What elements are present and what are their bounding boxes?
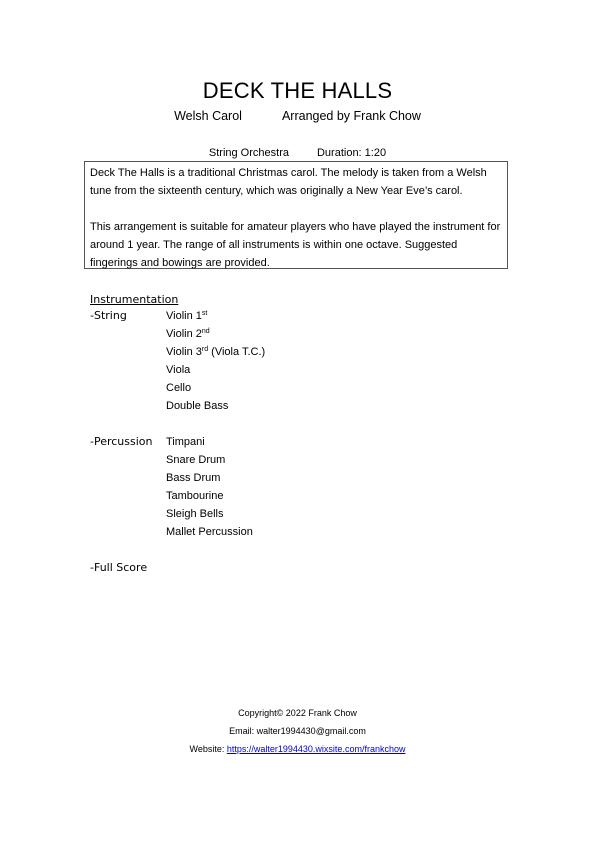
instrument-item: Timpani [166, 436, 205, 448]
email-text: Email: walter1994430@gmail.com [229, 726, 366, 736]
website-line [0, 740, 595, 758]
instrument-item: Violin 2nd [166, 328, 210, 340]
description-box [84, 161, 508, 269]
description-paragraph-2: This arrangement is suitable for amateur players who have played the instrument for around 1 year. The range of all instruments is within one octave. Suggested fingerings and bowings are provided. [90, 221, 501, 269]
instrument-item: Violin 3rd (Viola T.C.) [166, 346, 266, 358]
footer [0, 704, 595, 758]
instrument-item: Mallet Percussion [166, 526, 253, 538]
instrument-item: Tambourine [166, 490, 224, 502]
string-label: -String [90, 309, 127, 322]
instrument-item: Cello [166, 382, 192, 394]
info-row [0, 147, 595, 159]
copyright-text: Copyright© 2022 Frank Chow [238, 708, 357, 718]
subtitle-row [0, 109, 595, 123]
origin-text: Welsh Carol [174, 109, 242, 123]
full-score-label: -Full Score [90, 561, 148, 574]
instrument-item: Double Bass [166, 400, 229, 412]
instrument-item: Bass Drum [166, 472, 221, 484]
instrument-item: Viola [166, 364, 191, 376]
instrument-item: Snare Drum [166, 454, 226, 466]
string-items [166, 307, 366, 415]
duration-text: Duration: 1:20 [316, 147, 387, 159]
ensemble-text: String Orchestra [208, 147, 289, 159]
arranger-text: Arranged by Frank Chow [281, 109, 421, 123]
percussion-label: -Percussion [90, 435, 153, 448]
instrument-item: Sleigh Bells [166, 508, 224, 520]
percussion-items [166, 433, 366, 541]
website-link[interactable]: https://walter1994430.wixsite.com/frankchow [226, 744, 406, 754]
website-label: Website: [189, 744, 227, 754]
instrument-item: Violin 1st [166, 310, 208, 322]
page-title: DECK THE HALLS [202, 78, 393, 103]
instrumentation-heading: Instrumentation [90, 293, 179, 306]
description-paragraph-1: Deck The Halls is a traditional Christmas carol. The melody is taken from a Welsh tune from the sixteenth century, which was originally a New Year Eve’s carol. [90, 167, 487, 197]
